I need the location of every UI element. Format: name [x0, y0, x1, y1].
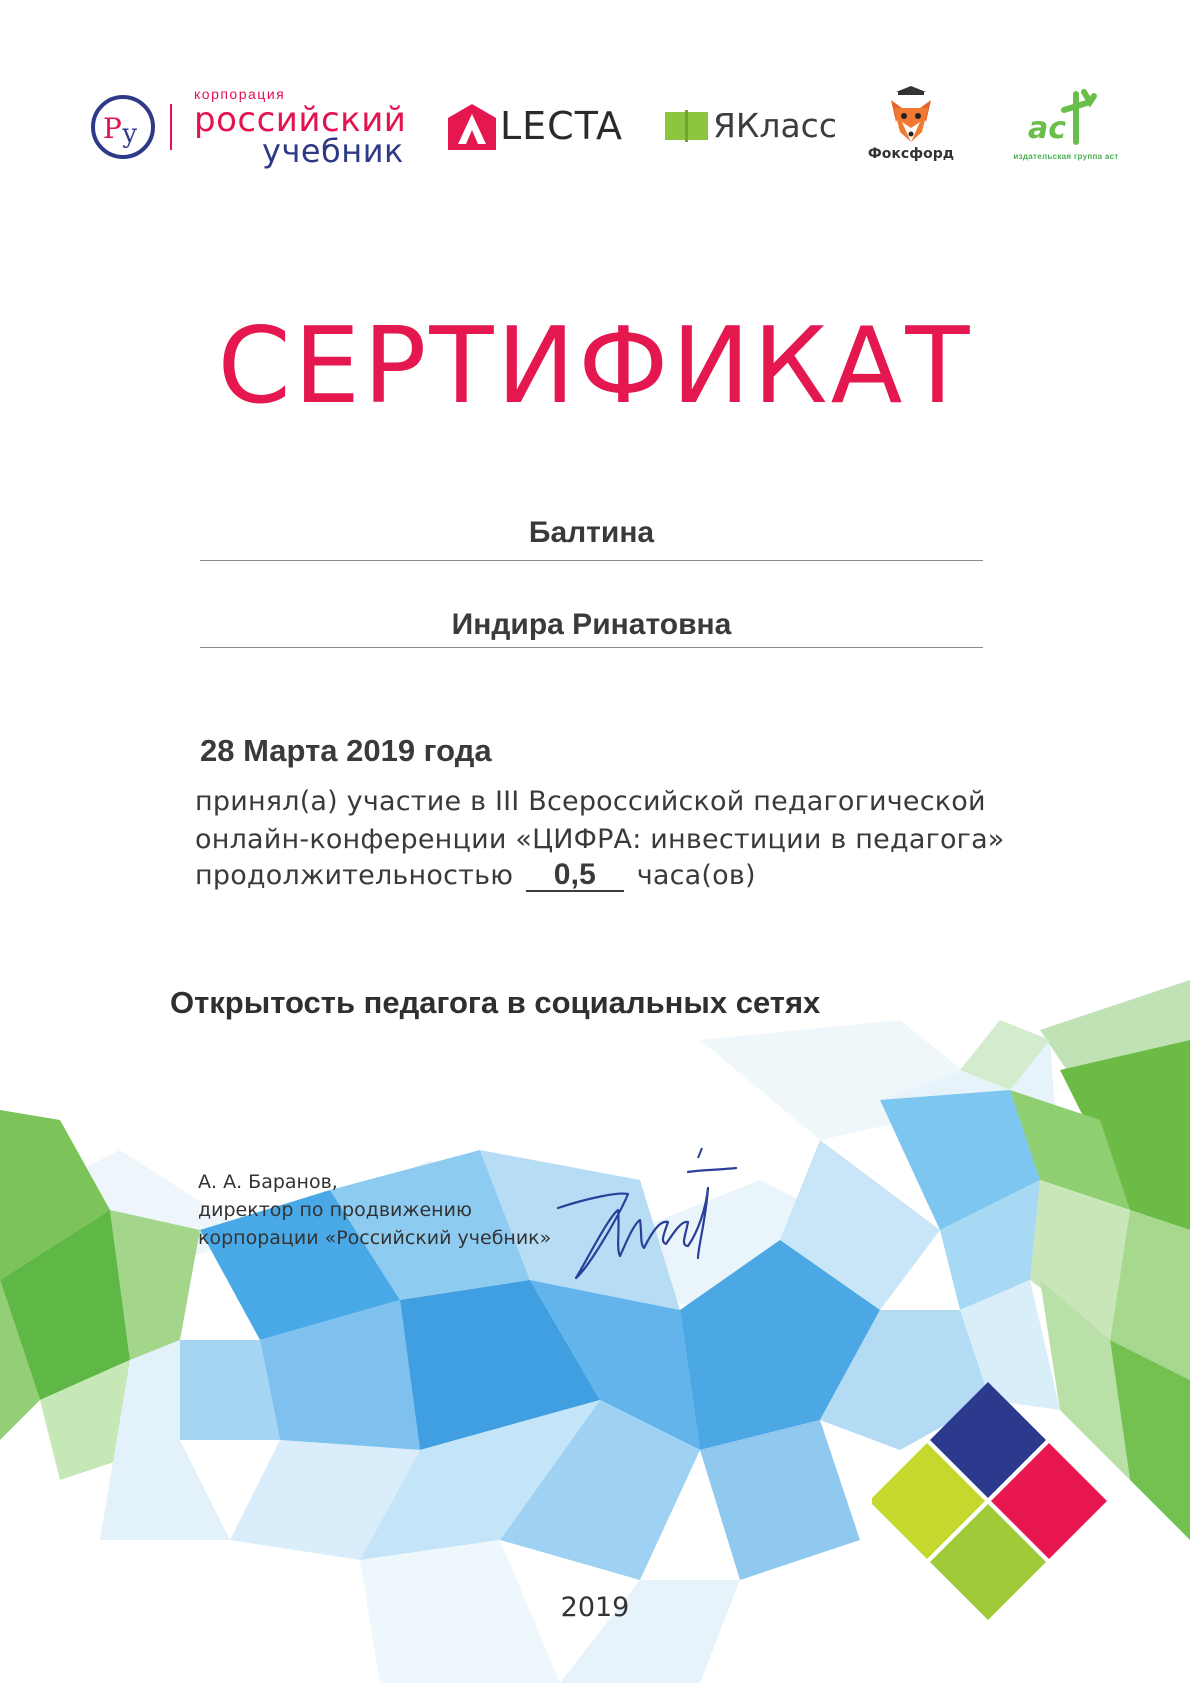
handwritten-signature — [548, 1148, 738, 1288]
signer-block — [198, 1168, 551, 1252]
certificate-title: СЕРТИФИКАТ — [217, 305, 973, 427]
duration-line — [195, 860, 1015, 892]
recipient-surname: Балтина — [528, 516, 655, 549]
act-mark-icon — [1028, 88, 1098, 148]
act-text: издательская группа аст — [1013, 152, 1119, 161]
participation-line-1: принял(а) участие в III Всероссийской педагогической — [195, 786, 986, 817]
svg-text:у: у — [122, 119, 138, 149]
foxford-logo — [866, 86, 956, 172]
logo-line1: российский — [194, 100, 407, 140]
logo-divider — [170, 104, 172, 150]
book-icon — [665, 110, 709, 142]
signer-name: А. А. Баранов, — [198, 1171, 338, 1193]
logo-corp-label: корпорация — [194, 86, 286, 102]
duration-value: 0,5 — [526, 860, 624, 892]
svg-text:ас: ас — [1028, 111, 1067, 146]
presentation-topic: Открытость педагога в социальных сетях — [170, 985, 821, 1020]
svg-text:Р: Р — [103, 112, 122, 145]
duration-prefix: продолжительностью — [195, 860, 514, 891]
logo-line2: учебник — [262, 132, 404, 170]
participation-line-2: онлайн-конференции «ЦИФРА: инвестиции в педагога» — [195, 824, 1005, 855]
recipient-given-names: Индира Ринатовна — [451, 608, 732, 641]
lecta-text: LECTA — [500, 104, 623, 148]
act-logo — [1010, 88, 1120, 168]
yaklass-text: ЯКласс — [713, 106, 837, 145]
certificate-year: 2019 — [560, 1592, 630, 1623]
lecta-logo — [448, 100, 623, 160]
lecta-mark-icon — [448, 104, 496, 150]
foxford-text: Фоксфорд — [867, 146, 955, 162]
duration-suffix: часа(ов) — [636, 860, 756, 891]
yaklass-logo — [665, 104, 835, 154]
signer-position: директор по продвижению — [198, 1199, 472, 1221]
given-names-underline — [200, 647, 983, 648]
event-date: 28 Марта 2019 года — [200, 733, 492, 768]
partner-logos — [0, 80, 1190, 180]
surname-underline — [200, 560, 983, 561]
fox-icon — [888, 86, 934, 144]
rus-uchebnik-mark-icon — [90, 94, 156, 160]
rus-uchebnik-logo — [90, 86, 410, 170]
signer-organization: корпорации «Российский учебник» — [198, 1227, 552, 1249]
